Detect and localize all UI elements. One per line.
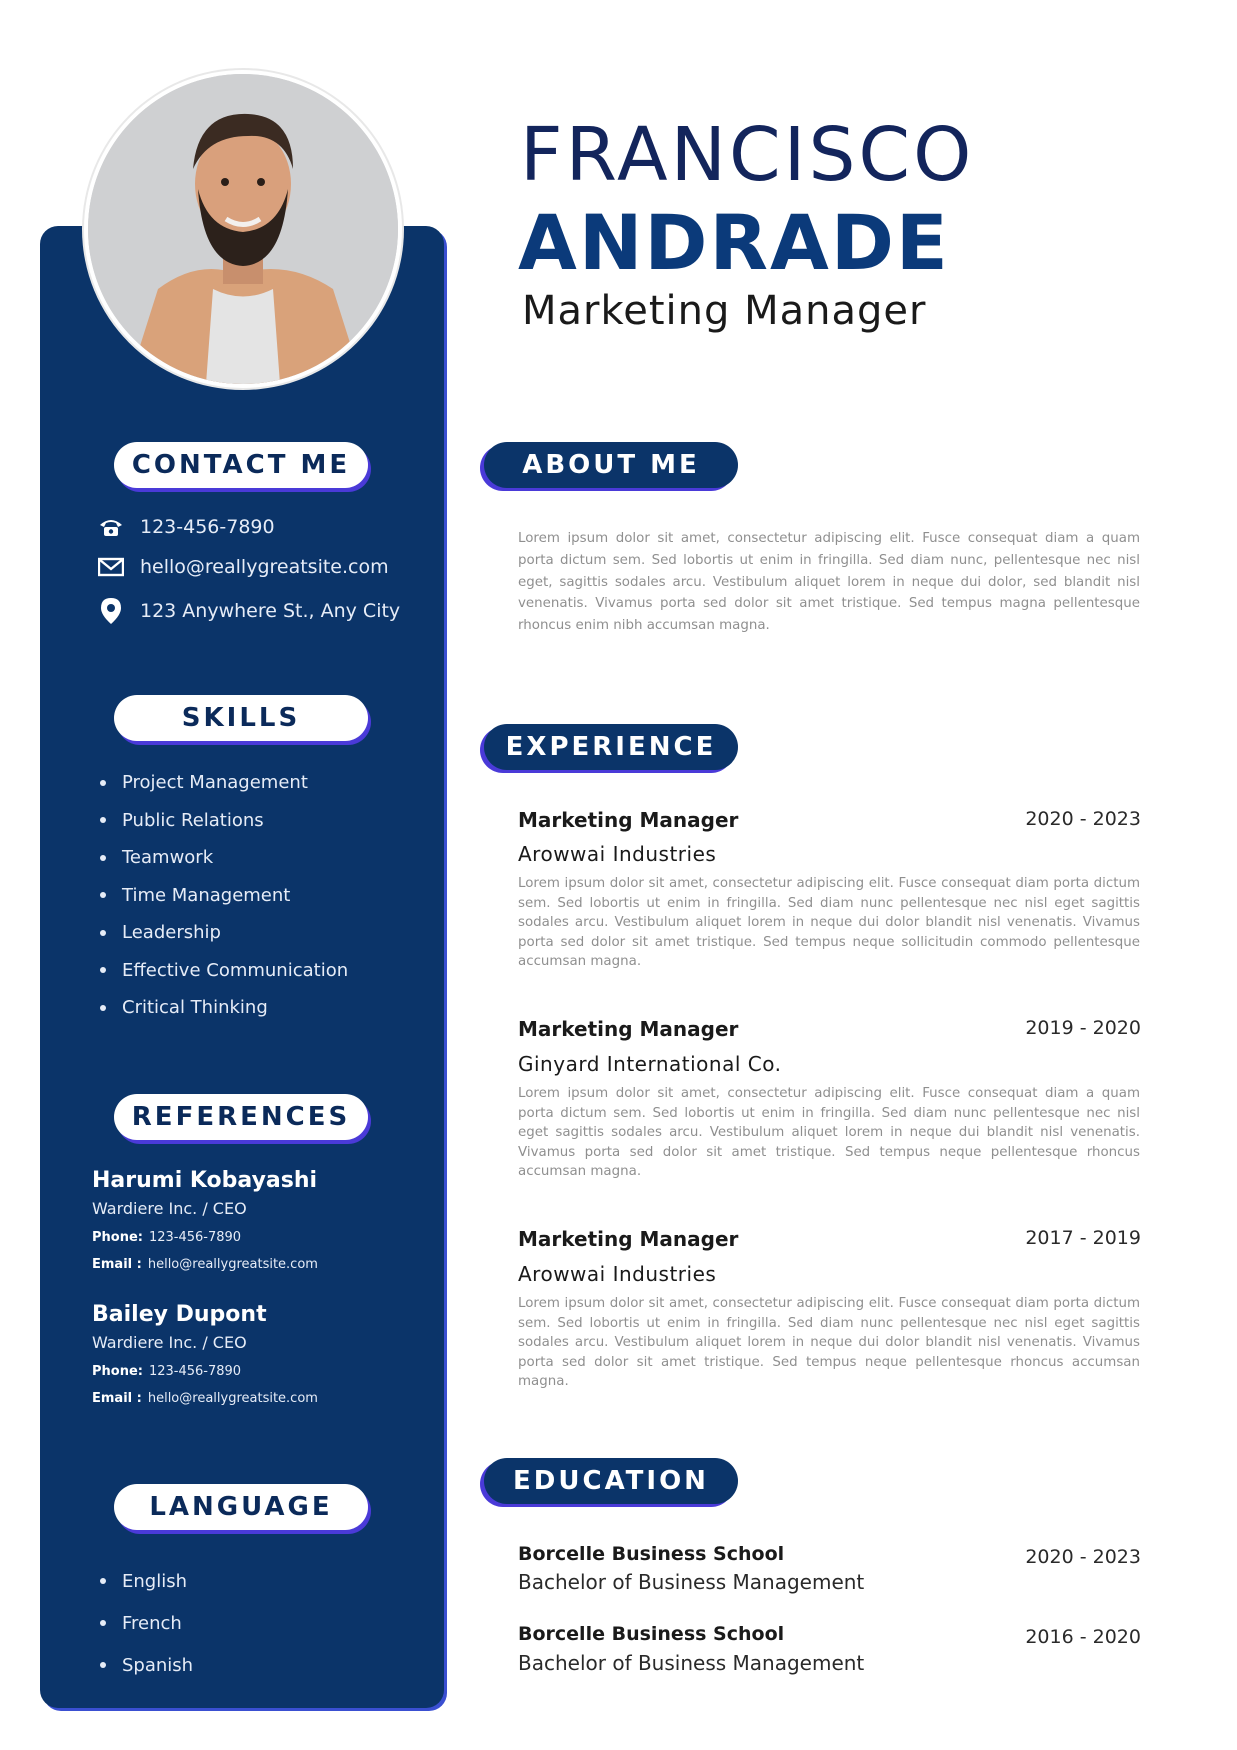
job-company: Arowwai Industries	[518, 842, 717, 866]
profile-photo	[84, 70, 402, 388]
job-title: Marketing Manager	[518, 1227, 739, 1251]
phone-icon	[96, 512, 126, 542]
list-item: English	[100, 1560, 193, 1602]
education-heading: EDUCATION	[484, 1458, 738, 1504]
skills-heading: SKILLS	[114, 695, 368, 741]
skills-list	[100, 764, 348, 1027]
list-item: Teamwork	[100, 839, 348, 877]
contact-phone	[96, 512, 275, 542]
reference-email: Email : hello@reallygreatsite.com	[92, 1391, 318, 1406]
reference-entry	[92, 1168, 318, 1272]
degree-name: Bachelor of Business Management	[518, 1570, 865, 1594]
experience-heading: EXPERIENCE	[484, 724, 738, 770]
language-list	[100, 1560, 193, 1686]
reference-name: Bailey Dupont	[92, 1302, 267, 1327]
reference-email: Email : hello@reallygreatsite.com	[92, 1257, 318, 1272]
email-text: hello@reallygreatsite.com	[140, 556, 389, 578]
reference-role: Wardiere Inc. / CEO	[92, 1199, 247, 1218]
job-role: Marketing Manager	[522, 288, 927, 334]
list-item: Public Relations	[100, 802, 348, 840]
list-item: Project Management	[100, 764, 348, 802]
portrait-illustration	[88, 74, 398, 384]
job-title: Marketing Manager	[518, 808, 739, 832]
degree-name: Bachelor of Business Management	[518, 1651, 865, 1675]
job-title: Marketing Manager	[518, 1017, 739, 1041]
job-description: Lorem ipsum dolor sit amet, consectetur adipiscing elit. Fusce consequat diam a quam porta dictum sem. Sed lobortis ut enim in fringilla. Sed diam nunc pellentesque nec nisl eget sagittis sodales arcu. Vestibulum aliquet lorem in neque dui blandit nisl venenatis. Vivamus porta sed dolor sit amet tristique. Sed tempus neque pellentesque rhoncus accumsan magna.	[518, 1086, 1140, 1179]
list-item: French	[100, 1602, 193, 1644]
education-dates: 2016 - 2020	[1025, 1626, 1141, 1648]
about-text: Lorem ipsum dolor sit amet, consectetur adipiscing elit. Fusce consequat diam a quam porta dictum sem. Sed lobortis ut enim in fringilla. Sed diam nunc, pellentesque nec nisl eget, sagittis sodales arcu. Vestibulum aliquet lorem in neque dui dolor, sed blandit nisl venenatis. Vivamus porta sed dolor sit amet tristique. Sed tempus magna pellentesque rhoncus enim nibh accumsan magna.	[518, 531, 1140, 634]
job-company: Ginyard International Co.	[518, 1052, 782, 1076]
language-heading: LANGUAGE	[114, 1484, 368, 1530]
job-dates: 2017 - 2019	[1025, 1227, 1141, 1249]
job-dates: 2019 - 2020	[1025, 1017, 1141, 1039]
school-name: Borcelle Business School	[518, 1623, 785, 1645]
reference-entry	[92, 1302, 318, 1406]
job-description: Lorem ipsum dolor sit amet, consectetur adipiscing elit. Fusce consequat diam porta dictum sem. Sed lobortis ut enim in fringilla. Sed diam nunc pellentesque nec nisl eget sagittis sodales arcu. Vestibulum aliquet lorem in neque dui dolor blandit nisl venenatis. Vivamus porta sed dolor sit amet tristique. Sed tempus neque pellentesque rhoncus accumsan magna.	[518, 1296, 1140, 1389]
job-company: Arowwai Industries	[518, 1262, 717, 1286]
last-name: ANDRADE	[518, 198, 950, 287]
contact-address	[96, 596, 400, 626]
education-dates: 2020 - 2023	[1025, 1546, 1141, 1568]
list-item: Critical Thinking	[100, 989, 348, 1027]
list-item: Spanish	[100, 1644, 193, 1686]
references-heading: REFERENCES	[114, 1094, 368, 1140]
list-item: Time Management	[100, 877, 348, 915]
address-text: 123 Anywhere St., Any City	[140, 600, 401, 622]
reference-phone: Phone: 123-456-7890	[92, 1364, 242, 1379]
list-item: Leadership	[100, 914, 348, 952]
contact-heading: CONTACT ME	[114, 442, 368, 488]
school-name: Borcelle Business School	[518, 1543, 785, 1565]
phone-text: 123-456-7890	[140, 516, 275, 538]
reference-phone: Phone: 123-456-7890	[92, 1230, 242, 1245]
reference-name: Harumi Kobayashi	[92, 1168, 318, 1193]
job-dates: 2020 - 2023	[1025, 808, 1141, 830]
first-name: FRANCISCO	[520, 112, 975, 198]
location-pin-icon	[96, 596, 126, 626]
list-item: Effective Communication	[100, 952, 348, 990]
about-heading: ABOUT ME	[484, 442, 738, 488]
contact-email	[96, 552, 389, 582]
reference-role: Wardiere Inc. / CEO	[92, 1333, 247, 1352]
mail-icon	[96, 552, 126, 582]
job-description: Lorem ipsum dolor sit amet, consectetur adipiscing elit. Fusce consequat diam porta dictum sem. Sed lobortis ut enim in fringilla. Sed diam nunc pellentesque nec nisl eget sagittis sodales arcu. Vestibulum aliquet lorem in neque dui dolor blandit nisl venenatis. Vivamus porta sed dolor sit amet tristique. Sed tempus neque sollicitudin commodo pellentesque accumsan magna.	[518, 876, 1140, 969]
